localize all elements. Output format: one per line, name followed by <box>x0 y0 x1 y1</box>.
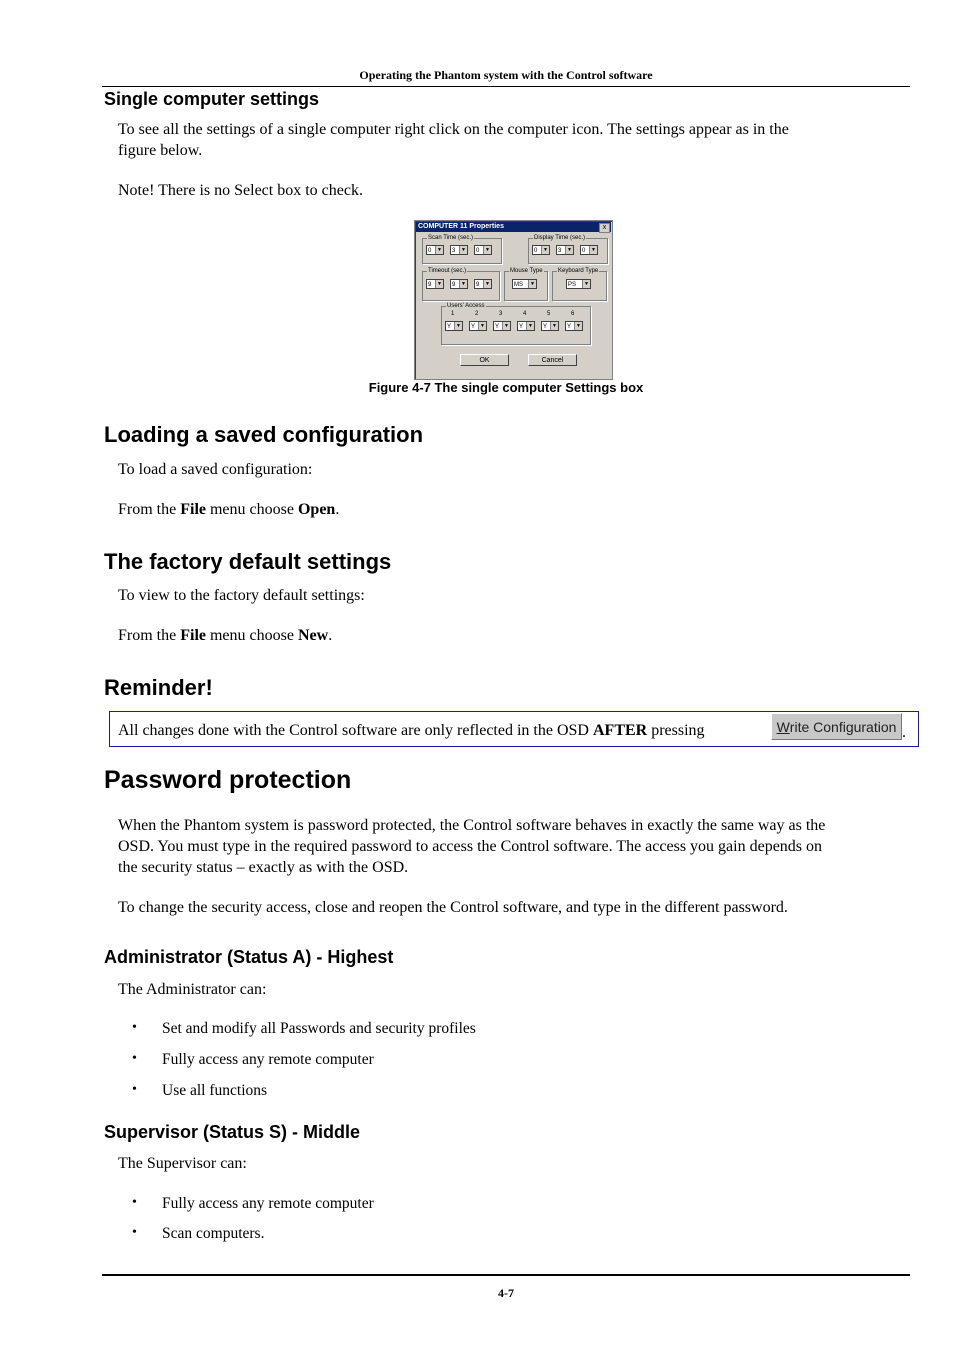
mouse-type-group <box>504 268 548 301</box>
user-access-select-5[interactable]: Y ▼ <box>541 321 559 331</box>
chevron-down-icon: ▼ <box>483 280 491 288</box>
heading-factory-defaults: The factory default settings <box>104 549 392 574</box>
chevron-down-icon: ▼ <box>478 322 486 330</box>
bullet-icon: • <box>132 1225 137 1240</box>
paragraph-loading-instruction: From the File menu choose Open. <box>118 501 340 518</box>
display-time-label: Display Time (sec.) <box>534 235 586 241</box>
heading-single-computer-settings: Single computer settings <box>104 89 320 109</box>
chevron-down-icon: ▼ <box>483 246 491 254</box>
user-access-select-1[interactable]: Y ▼ <box>445 321 463 331</box>
computer-properties-dialog <box>414 220 613 380</box>
scan-time-group <box>422 235 502 264</box>
cancel-button[interactable]: Cancel <box>528 354 577 366</box>
chevron-down-icon: ▼ <box>459 246 467 254</box>
chevron-down-icon: ▼ <box>526 322 534 330</box>
footer-rule <box>102 1274 910 1276</box>
timeout-select-2[interactable]: 9 ▼ <box>450 279 468 289</box>
list-item: Set and modify all Passwords and security profiles <box>162 1020 476 1037</box>
ok-button[interactable]: OK <box>460 354 509 366</box>
figure-caption: Figure 4-7 The single computer Settings box <box>368 380 644 395</box>
timeout-group <box>422 268 500 301</box>
paragraph-supervisor-intro: The Supervisor can: <box>118 1155 247 1172</box>
heading-supervisor: Supervisor (Status S) - Middle <box>104 1122 361 1142</box>
user-number-3: 3 <box>499 311 503 317</box>
keyboard-type-label: Keyboard Type <box>558 268 599 274</box>
paragraph-password-change: To change the security access, close and reopen the Control software, and type in the different password. <box>118 899 788 916</box>
list-item: Fully access any remote computer <box>162 1195 374 1212</box>
paragraph-password-line3: the security status – exactly as with the OSD. <box>118 859 409 876</box>
chevron-down-icon: ▼ <box>565 246 573 254</box>
timeout-select-3[interactable]: 9 ▼ <box>474 279 492 289</box>
bullet-icon: • <box>132 1082 137 1097</box>
mouse-type-select[interactable]: MS ▼ <box>512 279 537 289</box>
paragraph-factory-instruction: From the File menu choose New. <box>118 627 333 644</box>
user-access-select-2[interactable]: Y ▼ <box>469 321 487 331</box>
paragraph-password-line1: When the Phantom system is password protected, the Control software behaves in exactly the same way as the <box>118 817 826 834</box>
paragraph-admin-intro: The Administrator can: <box>118 981 267 998</box>
chevron-down-icon: ▼ <box>454 322 462 330</box>
chevron-down-icon: ▼ <box>582 280 590 288</box>
heading-password-protection: Password protection <box>104 766 352 794</box>
paragraph-note: Note! There is no Select box to check. <box>118 182 363 199</box>
mouse-type-label: Mouse Type <box>510 268 543 274</box>
page-number: 4-7 <box>498 1286 514 1300</box>
chevron-down-icon: ▼ <box>574 322 582 330</box>
display-time-select-3[interactable]: 0 ▼ <box>580 245 598 255</box>
heading-reminder: Reminder! <box>104 675 213 700</box>
header-rule <box>102 86 910 87</box>
heading-loading-configuration: Loading a saved configuration <box>104 422 424 447</box>
scan-time-select-3[interactable]: 0 ▼ <box>474 245 492 255</box>
chevron-down-icon: ▼ <box>589 246 597 254</box>
chevron-down-icon: ▼ <box>459 280 467 288</box>
chevron-down-icon: ▼ <box>550 322 558 330</box>
paragraph-loading-intro: To load a saved configuration: <box>118 461 313 478</box>
keyboard-type-group <box>552 268 607 301</box>
list-item: Use all functions <box>162 1082 268 1099</box>
scan-time-label: Scan Time (sec.) <box>428 235 474 241</box>
bullet-icon: • <box>132 1020 137 1035</box>
display-time-select-1[interactable]: 0 ▼ <box>532 245 550 255</box>
user-access-select-3[interactable]: Y ▼ <box>493 321 511 331</box>
paragraph-single-line1: To see all the settings of a single computer right click on the computer icon. The settings appear as in the <box>118 121 789 138</box>
list-item: Scan computers. <box>162 1225 265 1242</box>
chevron-down-icon: ▼ <box>528 280 536 288</box>
paragraph-factory-intro: To view to the factory default settings: <box>118 587 365 604</box>
list-item: Fully access any remote computer <box>162 1051 374 1068</box>
reminder-period: . <box>902 724 906 741</box>
users-access-group <box>441 303 591 345</box>
bullet-icon: • <box>132 1195 137 1210</box>
user-number-1: 1 <box>451 311 455 317</box>
keyboard-type-select[interactable]: PS ▼ <box>566 279 591 289</box>
chevron-down-icon: ▼ <box>541 246 549 254</box>
reminder-text: All changes done with the Control software are only reflected in the OSD AFTER pressing <box>118 722 705 739</box>
paragraph-single-line2: figure below. <box>118 142 203 159</box>
running-header: Operating the Phantom system with the Control software <box>359 68 653 82</box>
display-time-group <box>528 235 608 264</box>
write-configuration-button[interactable]: W rite Configuration <box>771 713 902 740</box>
heading-administrator: Administrator (Status A) - Highest <box>104 947 394 967</box>
user-access-select-6[interactable]: Y ▼ <box>565 321 583 331</box>
chevron-down-icon: ▼ <box>502 322 510 330</box>
user-number-4: 4 <box>523 311 527 317</box>
close-icon[interactable]: x <box>599 223 610 233</box>
chevron-down-icon: ▼ <box>435 246 443 254</box>
user-access-select-4[interactable]: Y ▼ <box>517 321 535 331</box>
display-time-select-2[interactable]: 3 ▼ <box>556 245 574 255</box>
users-access-label: Users' Access <box>447 303 485 309</box>
scan-time-select-1[interactable]: 0 ▼ <box>426 245 444 255</box>
user-number-5: 5 <box>547 311 551 317</box>
scan-time-select-2[interactable]: 3 ▼ <box>450 245 468 255</box>
bullet-icon: • <box>132 1051 137 1066</box>
user-number-6: 6 <box>571 311 575 317</box>
dialog-title: COMPUTER 11 Properties <box>416 222 611 232</box>
chevron-down-icon: ▼ <box>435 280 443 288</box>
timeout-select-1[interactable]: 9 ▼ <box>426 279 444 289</box>
paragraph-password-line2: OSD. You must type in the required password to access the Control software. The access you gain depends on <box>118 838 823 855</box>
timeout-label: Timeout (sec.) <box>428 268 467 274</box>
user-number-2: 2 <box>475 311 479 317</box>
